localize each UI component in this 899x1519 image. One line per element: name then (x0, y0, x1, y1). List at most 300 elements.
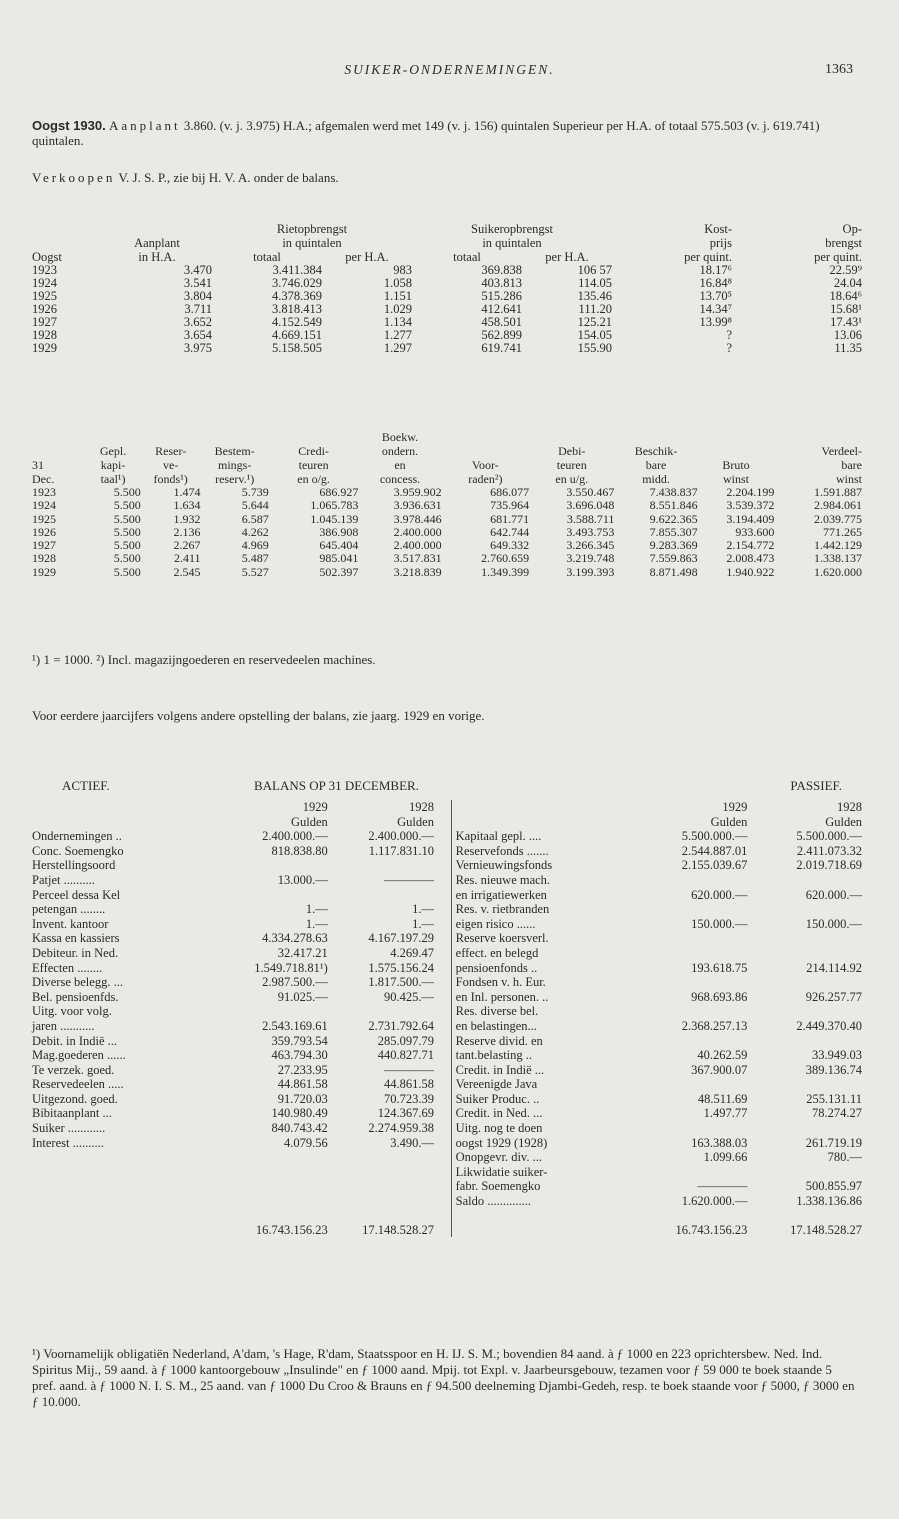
balance-cell: Res. nieuwe mach. (455, 872, 551, 887)
table-cell: 1928 (32, 551, 56, 566)
header-bruto3: winst (723, 472, 750, 486)
header-best3: reserv.¹) (215, 472, 255, 486)
table-cell: 515.286 (481, 289, 522, 303)
balance-cell: 1.497.77 (703, 1106, 748, 1121)
table-cell: 1929 (32, 564, 56, 579)
total-actief-1928: 17.148.528.27 (362, 1222, 434, 1237)
intro-paragraph (32, 118, 859, 149)
balance-cell: Diverse belegg. ... (32, 975, 123, 990)
table-cell: 8.551.846 (649, 498, 698, 513)
balance-row (32, 1019, 862, 1034)
running-title: SUIKER-ONDERNEMINGEN. (344, 62, 555, 77)
table-cell: 6.587 (241, 511, 269, 526)
balance-row (32, 1092, 862, 1107)
table-cell: 8.871.498 (649, 564, 698, 579)
total-passief-1928: 17.148.528.27 (790, 1222, 862, 1237)
table-cell: 106 57 (577, 263, 612, 277)
table-cell: 1.932 (173, 511, 201, 526)
table-cell: 1927 (32, 538, 56, 553)
balance-cell: Herstellingsoord (32, 858, 116, 873)
table-cell: 4.969 (241, 538, 269, 553)
table-cell: 4.262 (241, 524, 269, 539)
aanplant-word: Aanplant (108, 118, 181, 133)
balance-cell: 1.620.000.— (681, 1194, 748, 1209)
table-row (32, 316, 862, 329)
balance-cell (747, 1121, 862, 1136)
table-cell: 771.265 (823, 524, 862, 539)
header-res3: fonds¹) (153, 472, 188, 486)
balance-cell: 1.— (305, 916, 328, 931)
column-divider (434, 1034, 451, 1049)
column-divider (434, 946, 451, 961)
balance-cell (747, 1034, 862, 1049)
column-divider (434, 917, 451, 932)
table-cell: 3.411.384 (272, 263, 322, 277)
balance-row (32, 990, 862, 1005)
balance-cell: Kassa en kassiers (32, 931, 120, 946)
balance-row (32, 1034, 862, 1049)
table-cell: 4.378.369 (272, 289, 322, 303)
header-aanplant: Aanplant (134, 236, 180, 250)
table-cell: 619.741 (481, 341, 522, 355)
header-boek1: ondern. (381, 444, 419, 458)
balance-cell: Saldo .............. (455, 1194, 531, 1209)
balance-cell: Bel. pensioenfds. (32, 989, 119, 1004)
table-cell: 1924 (32, 498, 56, 513)
balance-cell: 926.257.77 (805, 989, 862, 1004)
table-cell: 5.500 (113, 551, 141, 566)
table-cell: 686.077 (490, 485, 530, 499)
balance-cell: 2.449.370.40 (796, 1018, 862, 1033)
balance-cell: Suiker Produc. .. (455, 1091, 540, 1106)
table-cell: 3.266.345 (566, 538, 615, 553)
balance-table (32, 800, 862, 1237)
balance-cell: 90.425.— (383, 989, 434, 1004)
balance-footnote (32, 1346, 859, 1410)
balance-cell: Credit. in Indië ... (455, 1062, 545, 1077)
table-cell: 933.600 (735, 524, 775, 539)
balance-cell: 620.000.— (691, 887, 748, 902)
balance-cell (32, 1165, 222, 1180)
table-cell: 3.978.446 (393, 511, 442, 526)
balance-row (32, 1150, 862, 1165)
year-1929-a: 1929 (302, 800, 328, 814)
reference-note: Voor eerdere jaarcijfers volgens andere opstelling der balans, zie jaarg. 1929 en vorige. (32, 708, 485, 723)
header-suiker-perha: per H.A. (545, 250, 589, 264)
balance-row (32, 1063, 862, 1078)
table-cell: 1927 (32, 315, 57, 329)
table-cell: 3.654 (183, 328, 212, 342)
balance-cell: petengan ........ (32, 902, 106, 917)
table-cell: 1.620.000 (814, 564, 862, 579)
column-divider (434, 1077, 451, 1092)
table-cell: 386.908 (319, 524, 359, 539)
header-debi2: teuren (556, 458, 587, 472)
balance-cell: 261.719.19 (805, 1135, 862, 1150)
table-cell: 3.550.467 (566, 485, 615, 499)
table-cell: 3.652 (183, 315, 212, 329)
column-divider (434, 1209, 451, 1238)
table-cell: 3.936.631 (393, 498, 442, 513)
table-cell: 1925 (32, 289, 57, 303)
balance-cell: pensioenfonds .. (455, 960, 538, 975)
table-cell: 18.17⁶ (699, 263, 732, 277)
balance-cell: Effecten ........ (32, 960, 103, 975)
header-cred3: en o/g. (297, 472, 330, 486)
balance-cell: Suiker ............ (32, 1121, 106, 1136)
balance-row (32, 917, 862, 932)
balance-row (32, 844, 862, 859)
balance-cell: 367.900.07 (691, 1062, 748, 1077)
table-cell: 1.045.139 (310, 511, 359, 526)
table-cell: 2.411 (173, 551, 201, 566)
table-cell: 15.68¹ (830, 302, 862, 316)
table-cell: 3.219.748 (566, 551, 615, 566)
table-cell: 5.739 (241, 485, 269, 499)
column-divider (434, 1048, 451, 1063)
balance-cell: tant.belasting .. (455, 1048, 533, 1063)
header-res2: ve- (163, 458, 179, 472)
header-op-unit: per quint. (814, 250, 862, 264)
balance-cell (633, 1165, 748, 1180)
table-cell: 2.039.775 (814, 511, 862, 526)
balance-cell: 4.167.197.29 (368, 931, 434, 946)
balance-cell: 1.099.66 (703, 1150, 748, 1165)
table-cell: 5.500 (113, 485, 141, 499)
balance-cell: 818.838.80 (271, 843, 328, 858)
table-cell: 3.517.831 (393, 551, 442, 566)
table-cell: 1926 (32, 302, 57, 316)
balance-cell: 44.861.58 (277, 1077, 328, 1092)
actief-label: ACTIEF. (62, 778, 110, 793)
balance-cell: eigen risico ...... (455, 916, 536, 931)
verkoop-paragraph (32, 170, 859, 185)
balance-cell (633, 1034, 748, 1049)
balance-cell (222, 858, 328, 873)
table-cell: 3.804 (183, 289, 212, 303)
balance-cell: 4.269.47 (390, 945, 434, 960)
balance-cell: oogst 1929 (1928) (455, 1135, 548, 1150)
header-debi1: Debi- (558, 444, 586, 458)
table-cell: 3.539.372 (726, 498, 775, 513)
table-cell: 1923 (32, 485, 56, 499)
header-suiker-unit: in quintalen (482, 236, 542, 250)
balance-cell (747, 1165, 862, 1180)
balance-cell: Res. diverse bel. (455, 1004, 539, 1019)
balance-cell: Likwidatie suiker- (455, 1164, 548, 1179)
table-cell: 1928 (32, 328, 57, 342)
table-cell: 686.927 (319, 485, 359, 499)
table-row (32, 552, 862, 565)
balance-cell: Conc. Soemengko (32, 843, 124, 858)
total-passief-1929: 16.743.156.23 (675, 1222, 748, 1237)
column-divider (434, 1092, 451, 1107)
year-1928-p: 1928 (837, 800, 862, 814)
balance-heading (32, 778, 862, 794)
table-row (32, 486, 862, 499)
table-cell: 3.746.029 (272, 276, 322, 290)
header-boekw: Boekw. (381, 430, 419, 444)
balance-cell: 2.155.039.67 (681, 858, 748, 873)
table-cell: 154.05 (577, 328, 612, 342)
footnote-text: Voornamelijk obligatiën Nederland, A'dam, 's Hage, R'dam, Staatsspoor en H. IJ. S. M.; bovendien 84 aand. à ƒ 1000 en 223 oprichtersbew. Ned. Ind. Spiritus Mij., 59 aand. à ƒ 1000 kantoorgebouw „Insulinde" en ƒ 1000 aand. Mpij. tot Expl. v. Jaarbeursgebouw, tezamen voor ƒ 59 000 te boek staande 5 pref. aand. à ƒ 1000 N. I. S. M., 25 aand. van ƒ 1000 Du Croo & Brauns en ƒ 94.500 deelneming Djambi-Gedeh, resp. te boek staande voor ƒ 5000, ƒ 3000 en ƒ 10.000. (32, 1346, 855, 1409)
table-cell: 3.194.409 (726, 511, 775, 526)
table-row (32, 539, 862, 552)
balance-cell (222, 1150, 328, 1165)
finance-table (32, 430, 862, 579)
table-cell: 1.029 (383, 302, 412, 316)
header-verd2: bare (841, 458, 862, 472)
currency-p1: Gulden (710, 814, 748, 829)
table-cell: 369.838 (481, 263, 522, 277)
table-row (32, 513, 862, 526)
balance-cell: Patjet .......... (32, 872, 95, 887)
table-cell: 642.744 (490, 524, 530, 539)
table-footnote: ¹) 1 = 1000. ²) Incl. magazijngoederen en reservedeelen machines. (32, 652, 376, 667)
balance-cell: 91.720.03 (277, 1091, 328, 1106)
table-cell: 3.818.413 (272, 302, 322, 316)
table-cell: 1926 (32, 524, 56, 539)
table-row (32, 277, 862, 290)
balance-cell (222, 888, 328, 903)
header-suiker-totaal: totaal (453, 250, 481, 264)
balance-cell: 33.949.03 (812, 1048, 862, 1063)
balance-cell: Uitg. nog te doen (455, 1121, 543, 1136)
balance-row (32, 1106, 862, 1121)
table-cell: 1.591.887 (814, 485, 862, 499)
balance-cell: 214.114.92 (806, 960, 862, 975)
balance-cell (747, 902, 862, 917)
table-cell: 735.964 (490, 498, 530, 513)
balance-cell: 140.980.49 (271, 1106, 328, 1121)
balance-cell: Uitgezond. goed. (32, 1091, 118, 1106)
table-cell: 24.04 (833, 276, 862, 290)
balance-cell: 4.079.56 (284, 1135, 328, 1150)
balance-row (32, 1077, 862, 1092)
header-res1: Reser- (155, 444, 187, 458)
balance-cell: Mag.goederen ...... (32, 1048, 126, 1063)
balance-row (32, 858, 862, 873)
table-cell: 5.500 (113, 538, 141, 553)
table-cell: 5.644 (241, 498, 269, 513)
year-1929-p: 1929 (722, 800, 748, 814)
balance-cell: 48.511.69 (697, 1091, 748, 1106)
balance-cell (451, 1209, 633, 1238)
table-cell: 3.696.048 (566, 498, 615, 513)
table-cell: 3.493.753 (566, 524, 615, 539)
balance-cell (328, 858, 434, 873)
verkoop-word: Verkoopen (32, 170, 116, 185)
balance-row (32, 1121, 862, 1136)
header-gepl1: Gepl. (99, 444, 127, 458)
table-cell: 985.041 (319, 551, 359, 566)
header-voor2: Voor- (471, 458, 499, 472)
balance-cell (747, 1077, 862, 1092)
table-cell: 16.84⁸ (699, 276, 732, 290)
table-row (32, 342, 862, 355)
balance-cell: 440.827.71 (377, 1048, 434, 1063)
balance-cell: 2.731.792.64 (368, 1018, 434, 1033)
balance-cell: jaren ........... (32, 1018, 95, 1033)
table-cell: 2.400.000 (393, 524, 442, 539)
table-cell: 3.199.393 (566, 564, 615, 579)
table-cell: 4.669.151 (272, 328, 322, 342)
balance-cell: effect. en belegd (455, 945, 539, 960)
table-cell: 1.297 (383, 341, 412, 355)
table-cell: 5.500 (113, 498, 141, 513)
table-row (32, 264, 862, 277)
table-cell: 7.855.307 (649, 524, 698, 539)
currency-a2: Gulden (397, 814, 434, 829)
balance-cell: 1.549.718.81¹) (254, 960, 328, 975)
table-cell: 1.151 (383, 289, 412, 303)
header-voor3: raden²) (468, 472, 503, 486)
balance-cell: 13.000.— (277, 872, 328, 887)
balance-row (32, 961, 862, 976)
table-cell: 1.442.129 (814, 538, 862, 553)
header-riet-totaal: totaal (253, 250, 281, 264)
table-cell: 9.283.369 (649, 538, 698, 553)
header-aanplant-unit: in H.A. (138, 250, 176, 264)
column-divider (434, 844, 451, 859)
table-cell: 5.500 (113, 511, 141, 526)
balance-cell: 4.334.278.63 (262, 931, 328, 946)
table-cell: 18.64⁶ (829, 289, 862, 303)
balance-cell: Onopgevr. div. ... (455, 1150, 542, 1165)
table-cell: 9.622.365 (649, 511, 698, 526)
balance-cell (633, 931, 748, 946)
footnote-mark: ¹) (32, 1346, 41, 1361)
table-cell: 14.34⁷ (699, 302, 732, 316)
balance-row (32, 946, 862, 961)
balance-cell: 1.817.500.— (368, 975, 434, 990)
table-cell: ? (726, 341, 732, 355)
balance-cell (32, 1179, 222, 1194)
balance-row (32, 902, 862, 917)
balance-cell (328, 1004, 434, 1019)
balance-cell (633, 946, 748, 961)
header-debi3: en u/g. (555, 472, 589, 486)
balance-cell (222, 1179, 328, 1194)
balance-cell: Invent. kantoor (32, 916, 109, 931)
balance-cell: 285.097.79 (377, 1033, 434, 1048)
table-cell: 114.05 (578, 276, 612, 290)
balance-cell (328, 1179, 434, 1194)
table-cell: 1929 (32, 341, 57, 355)
balance-cell: 2.987.500.— (262, 975, 328, 990)
column-divider (434, 873, 451, 888)
table-cell: 2.008.473 (726, 551, 775, 566)
balance-cell: Debit. in Indië ... (32, 1033, 118, 1048)
table-cell: 17.43¹ (830, 315, 862, 329)
header-boek3: concess. (379, 472, 421, 486)
column-divider (434, 975, 451, 990)
year-1928-a: 1928 (408, 800, 434, 814)
balance-cell: Uitg. voor volg. (32, 1004, 112, 1019)
balance-cell: ———— (383, 872, 434, 887)
balance-cell: 193.618.75 (691, 960, 748, 975)
balance-cell: Reserve divid. en (455, 1033, 543, 1048)
table-cell: 7.559.863 (649, 551, 698, 566)
table-row (32, 303, 862, 316)
table-cell: 403.813 (481, 276, 522, 290)
header-best1: Bestem- (214, 444, 255, 458)
balance-cell: fabr. Soemengko (455, 1179, 541, 1194)
balance-cell: 780.— (827, 1150, 862, 1165)
verkoop-text: V. J. S. P., zie bij H. V. A. onder de balans. (118, 170, 339, 185)
balance-cell (32, 1150, 222, 1165)
header-cred1: Credi- (298, 444, 329, 458)
balance-cell: Vernieuwingsfonds (455, 858, 553, 873)
balance-row (32, 1179, 862, 1194)
balance-cell: 1.— (412, 902, 434, 917)
table-cell: 125.21 (577, 315, 612, 329)
balance-cell: 1.117.831.10 (368, 843, 434, 858)
balance-cell (633, 1004, 748, 1019)
table-cell: 2.760.659 (481, 551, 530, 566)
balance-cell: Te verzek. goed. (32, 1062, 115, 1077)
table-row (32, 526, 862, 539)
table-cell: 502.397 (319, 564, 359, 579)
balance-cell: 78.274.27 (812, 1106, 862, 1121)
table-cell: 155.90 (577, 341, 612, 355)
currency-p2: Gulden (825, 814, 862, 829)
balance-cell (222, 1004, 328, 1019)
balance-cell (633, 975, 748, 990)
table-cell: 1923 (32, 263, 57, 277)
table-cell: 5.527 (241, 564, 269, 579)
table-cell: 2.545 (173, 564, 201, 579)
table-cell: 2.204.199 (726, 485, 775, 499)
column-divider (434, 1150, 451, 1165)
table-cell: 3.218.839 (393, 564, 442, 579)
balance-row (32, 873, 862, 888)
balance-cell (633, 1077, 748, 1092)
header-kost2: prijs (709, 236, 732, 250)
balance-row (32, 1048, 862, 1063)
header-verd1: Verdeel- (821, 444, 862, 458)
balance-cell: Vereenigde Java (455, 1077, 538, 1092)
balance-row (32, 829, 862, 844)
balance-cell (633, 902, 748, 917)
table-cell: 135.46 (577, 289, 612, 303)
balance-cell: 255.131.11 (806, 1091, 862, 1106)
balance-cell (747, 1004, 862, 1019)
balance-cell (328, 1165, 434, 1180)
column-divider (434, 902, 451, 917)
table-cell: 1.349.399 (481, 564, 530, 579)
balance-cell: en irrigatiewerken (455, 887, 547, 902)
balance-cell: 2.368.257.13 (681, 1018, 748, 1033)
balance-cell: Interest .......... (32, 1135, 104, 1150)
balance-cell (633, 1121, 748, 1136)
balance-cell: Res. v. rietbranden (455, 902, 550, 917)
table-cell: 3.959.902 (393, 485, 442, 499)
header-cred2: teuren (298, 458, 329, 472)
balance-cell: Credit. in Ned. ... (455, 1106, 543, 1121)
table-cell: 681.771 (490, 511, 530, 526)
balance-cell: 2.400.000.— (262, 829, 328, 844)
balance-cell: 40.262.59 (697, 1048, 748, 1063)
total-actief-1929: 16.743.156.23 (255, 1222, 328, 1237)
header-op2: brengst (825, 236, 862, 250)
balance-cell (222, 1165, 328, 1180)
balance-cell: Bibitaanplant ... (32, 1106, 112, 1121)
table-cell: 7.438.837 (649, 485, 698, 499)
balance-row (32, 888, 862, 903)
column-divider (434, 1063, 451, 1078)
column-divider (434, 829, 451, 844)
